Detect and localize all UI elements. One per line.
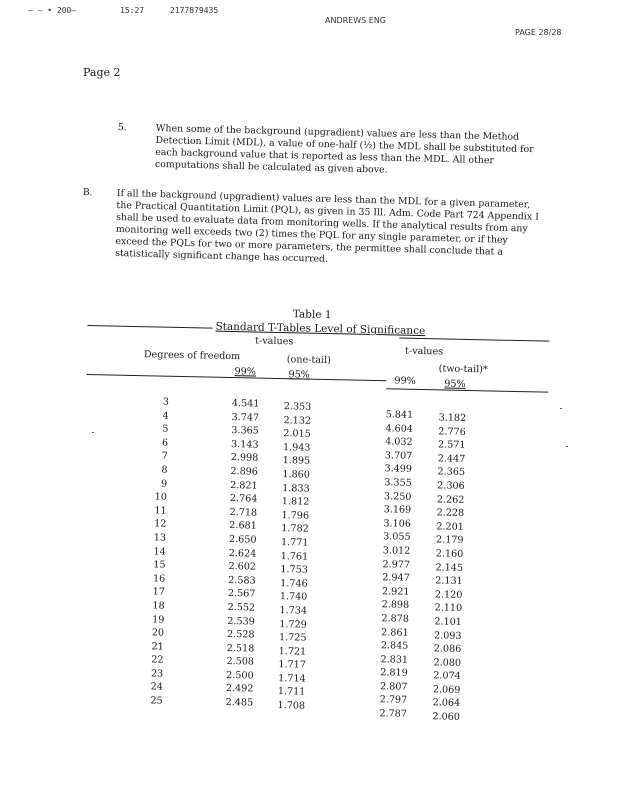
table-cell-value: 2.080 [433,657,462,669]
table-cell-value: 5.841 [385,409,414,421]
table-cell-value: 2.764 [229,493,258,505]
table-cell-value: 2.776 [438,425,466,438]
table-cell-value: 2.878 [381,613,410,625]
fax-date: — — • 200— [28,6,77,15]
table-cell-value: 1.729 [279,618,307,631]
table-cell-value: 2.110 [434,602,463,615]
table-cell-value: 3.106 [383,517,412,530]
table-cell-df: 5 [162,423,169,435]
table-cell-value: 2.567 [227,588,256,600]
one-tail-label: (one-tail) [286,354,332,367]
col-header-4: 95% [444,378,466,390]
table-cell-df: 10 [154,491,168,503]
table-cell-value: 2.650 [228,533,257,546]
fax-sender: ANDREWS ENG [325,16,386,25]
col-header-1: 99% [234,366,257,378]
table-cell-df: 17 [152,586,166,598]
table-cell-df: 8 [161,464,168,476]
table-cell-value: 3.169 [383,504,412,516]
table-cell-value: 1.782 [281,523,309,536]
table-cell-value: 2.160 [435,548,464,560]
table-cell-value: 2.947 [382,572,410,584]
table-cell-value: 3.747 [231,411,260,424]
two-tail-label: (two-tail)* [438,363,488,376]
fax-page-count: PAGE 28/28 [515,28,562,37]
fax-header [0,6,619,36]
table-cell-value: 2.145 [435,561,464,574]
item-b-text: If all the background (upgradient) values are less than the MDL for a given parameter, the Practical Quantitation Limit (PQL), as given in 35 Ill. Adm. Code Part 724 Appendix I shall be used to evaluate data from monitoring wells. If the analytical results from any monitoring well exceeds two (2) times the PQL for any single parameter, or if they exceed the PQLs for two or more parameters, the permittee shall conclude that a statistically significant change has occurred. [115,187,540,265]
table-cell-df: 16 [152,573,166,585]
table-cell-df: 25 [150,695,163,707]
table-cell-value: 2.353 [283,401,312,413]
column-one-tail-99 [225,397,259,710]
item-b-marker: B. [82,187,93,199]
table-cell-value: 2.831 [380,653,409,666]
table-cell-value: 3.055 [383,531,411,544]
rule-top-right [399,338,549,342]
table-cell-value: 2.845 [380,640,409,652]
table-cell-value: 2.998 [230,452,259,464]
table-cell-value: 2.977 [382,558,411,571]
table-cell-value: 1.771 [280,537,309,549]
table-cell-value: 2.492 [225,683,254,696]
page-label: Page 2 [83,66,121,79]
table-cell-value: 2.074 [433,670,461,683]
table-cell-value: 1.943 [282,441,311,454]
table-cell-value: 3.182 [438,412,467,424]
table-cell-value: 2.718 [229,506,258,519]
item-5-text: When some of the background (upgradient) values are less than the Method Detection Limit (MDL), a value of one-half (½) the MDL shall be substituted for each background value that is reported as less than the MDL. All other computations shall be calculated as given above. [154,122,534,176]
table-cell-df: 22 [151,654,164,666]
table-cell-value: 2.093 [433,629,462,642]
table-cell-value: 2.921 [381,585,410,598]
table-cell-value: 1.895 [282,455,311,468]
table-cell-df: 15 [153,559,166,571]
fax-time: 15:27 [120,6,145,15]
table-cell-value: 2.583 [228,574,256,587]
table-cell-df: 18 [152,600,165,612]
table-cell-df: 21 [151,641,164,653]
table-cell-df: 7 [161,450,168,463]
table-cell-value: 2.131 [435,575,463,588]
table-cell-df: 24 [150,681,164,694]
table-cell-value: 1.711 [277,686,306,699]
table-cell-value: 2.485 [225,697,254,709]
table-cell-value: 1.708 [277,700,306,712]
table-cell-value: 2.306 [437,480,465,492]
scan-speck [560,408,562,409]
table-cell-df: 19 [152,613,165,626]
tvalues-right-label: t-values [404,345,444,358]
table-cell-value: 2.896 [230,465,259,478]
table-cell-value: 2.132 [283,414,312,427]
table-cell-df: 9 [160,478,168,490]
scan-speck [566,446,568,447]
table-cell-df: 6 [161,437,169,449]
degrees-of-freedom-header: Degrees of freedom [143,349,241,363]
table-cell-value: 4.541 [231,398,260,410]
column-two-tail-99 [379,408,413,721]
table-cell-value: 1.725 [278,632,307,644]
table-cell-value: 2.060 [432,711,460,723]
table-cell-value: 2.179 [435,534,464,547]
table-cell-value: 2.518 [226,642,255,655]
table-cell-value: 2.069 [432,684,461,696]
t-table [79,302,553,732]
table-cell-value: 2.528 [226,629,255,641]
table-cell-value: 1.753 [280,564,309,576]
table-cell-value: 3.143 [230,438,259,451]
table-cell-value: 2.064 [432,697,461,710]
table-cell-value: 2.120 [434,589,463,601]
column-degrees-of-freedom [145,395,170,708]
table-cell-value: 1.812 [281,496,310,508]
table-cell-value: 2.086 [433,643,462,655]
table-cell-value: 1.746 [280,577,308,590]
item-5-marker: 5. [117,122,127,134]
table-subtitle: Standard T-Tables Level of Significance [215,320,426,338]
table-cell-value: 2.447 [437,453,466,465]
table-cell-value: 2.681 [229,520,257,532]
column-one-tail-95 [277,400,311,713]
table-cell-value: 2.262 [436,493,465,506]
paragraph-item-5 [117,122,538,180]
col-header-3: 99% [394,375,416,387]
table-title: Table 1 [292,308,332,322]
table-cell-value: 2.365 [437,466,466,479]
table-cell-value: 1.761 [280,550,309,563]
table-cell-value: 3.499 [384,463,413,476]
table-cell-df: 3 [162,396,170,408]
fax-phone: 2177879435 [170,6,219,15]
table-cell-value: 3.355 [384,477,412,489]
table-cell-value: 2.821 [230,479,258,492]
table-cell-value: 2.015 [283,428,311,440]
column-two-tail-95 [432,411,466,724]
table-cell-value: 3.012 [382,545,411,557]
table-cell-value: 3.365 [231,425,259,437]
table-cell-value: 1.717 [278,659,307,671]
table-cell-value: 2.807 [379,681,408,693]
scan-speck [92,432,94,433]
table-cell-value: 2.228 [436,507,465,520]
tvalues-left-label: t-values [255,335,294,348]
table-cell-value: 2.819 [380,667,408,680]
table-cell-value: 1.714 [278,672,306,685]
table-cell-value: 1.860 [282,469,311,481]
table-cell-value: 2.898 [381,599,410,612]
table-cell-value: 3.250 [383,490,412,503]
table-cell-value: 3.707 [384,450,413,462]
table-cell-value: 2.552 [227,601,256,614]
table-cell-value: 2.602 [228,561,257,573]
table-cell-value: 2.571 [437,439,466,452]
table-cell-value: 1.734 [279,604,308,617]
table-cell-value: 4.032 [385,436,413,449]
table-cell-df: 23 [150,668,164,680]
table-cell-value: 1.721 [278,645,307,658]
table-cell-value: 2.797 [379,694,408,707]
table-cell-value: 2.539 [227,615,255,628]
table-cell-df: 13 [153,532,167,544]
table-cell-value: 1.796 [281,509,310,522]
table-cell-value: 2.861 [381,626,409,639]
table-cell-value: 2.201 [436,521,464,533]
table-cell-value: 2.787 [379,708,408,720]
table-cell-df: 4 [162,410,169,422]
table-cell-value: 1.833 [282,482,310,495]
table-cell-value: 2.500 [226,669,254,682]
table-cell-value: 2.101 [434,616,462,628]
table-cell-value: 4.604 [385,422,413,435]
col-header-2: 95% [288,369,310,381]
table-cell-value: 2.624 [228,547,257,560]
table-cell-df: 14 [153,545,166,558]
table-cell-value: 2.508 [226,656,255,668]
paragraph-item-b [81,187,541,272]
rule-header-right [386,388,548,392]
table-cell-df: 20 [151,627,165,639]
rule-top-left [87,325,212,329]
table-cell-df: 12 [154,518,167,531]
table-cell-value: 1.740 [279,591,308,603]
table-cell-df: 11 [154,505,167,517]
